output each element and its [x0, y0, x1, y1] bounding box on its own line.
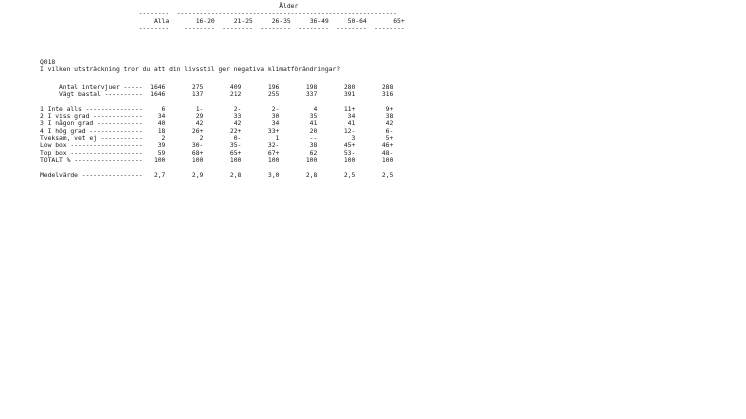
cell-value: 41 — [279, 119, 318, 128]
cell-value: 100 — [317, 155, 356, 164]
cell-value: 42 — [203, 119, 242, 128]
data-table: Antal intervjuer ----- 1646 275 409 196 198 280 288 Vägt bastal ---------- 1646 137 212 255 337 391 316 1 Inte alls --------------- 6 1- 2- 2- 4 11+ 9+ 2 I viss grad ------------- 34 29 33 30 35 34 38 3 I någon grad ------------ 40 42 42 34 41 41 42 4 I hög grad -------------- 18 26+ 22+ 33+ 20 12- 6- Tveksam, vet ej ----------- 2 2 0- 1 -- 3 5+ Low box ------------------- 39 30- 35- 32- 38 45+ 46+ Top box ------------------- 59 68+ 65+ 67+ 62 53- 48- TOTALT % ------------------ 100 100 100 100 100 100 100 Medelvärde ---------------- 2,7 2,9 2,8 3,0 2,8 2,5 2,5 — [40, 83, 394, 179]
cell-value: 34 — [241, 119, 280, 128]
cell-value: -- — [279, 134, 318, 143]
row-label: Low box — [40, 141, 71, 150]
cell-value: 33 — [203, 112, 242, 121]
cell-value: 212 — [203, 90, 242, 99]
cell-value: 3 — [317, 134, 356, 143]
cell-value: 4 — [279, 104, 318, 113]
cell-value: 2,8 — [279, 170, 318, 179]
cell-value: 2,9 — [165, 170, 204, 179]
cell-value: 34 — [317, 112, 356, 121]
cell-value: 100 — [241, 155, 280, 164]
cell-value: 100 — [203, 155, 242, 164]
cell-value: 26+ — [165, 126, 204, 135]
cell-value: 1- — [165, 104, 204, 113]
column-header: 36-49 — [290, 16, 329, 25]
cell-value: 2,5 — [317, 170, 356, 179]
cell-value: 137 — [165, 90, 204, 99]
cell-value: 6 — [142, 104, 166, 113]
row-label: 1 Inte alls — [40, 104, 86, 113]
row-label: Antal intervjuer — [40, 83, 124, 91]
cell-value: 391 — [317, 90, 356, 99]
cell-value: 34 — [142, 112, 166, 121]
header-rule-top: -------- ---------------------------------------------------------- — [40, 9, 397, 18]
cell-value: 35 — [279, 112, 318, 121]
cell-value: 2- — [241, 104, 280, 113]
row-label: Medelvärde — [40, 170, 82, 179]
cell-value: 2,5 — [355, 170, 394, 179]
cell-value: 337 — [279, 90, 318, 99]
cell-value: 288 — [355, 83, 394, 91]
column-header: 16-20 — [176, 16, 215, 25]
column-header: Alla — [138, 16, 170, 25]
cell-value: 316 — [355, 90, 394, 99]
question-text: I vilken utsträckning tror du att din livsstil ger negativa klimatförändringar? — [40, 65, 341, 74]
cell-value: 45+ — [317, 141, 356, 150]
cell-value: 42 — [355, 119, 394, 128]
cell-value: 20 — [279, 126, 318, 135]
cell-value: 30- — [165, 141, 204, 150]
table-header — [40, 3, 405, 32]
cell-value: 275 — [165, 83, 204, 91]
cell-value: 65+ — [203, 148, 242, 157]
cell-value: 39 — [142, 141, 166, 150]
cell-value: 5+ — [355, 134, 394, 143]
header-rule-bottom: -------- -------- -------- -------- -------- -------- -------- — [40, 23, 405, 32]
cell-value: 100 — [355, 155, 394, 164]
cell-value: 198 — [279, 83, 318, 91]
cell-value: 2,7 — [142, 170, 166, 179]
cell-value: 9+ — [355, 104, 394, 113]
cell-value: 22+ — [203, 126, 242, 135]
row-label: 4 I hög grad — [40, 126, 90, 135]
row-label: 2 I viss grad — [40, 112, 94, 121]
cell-value: 255 — [241, 90, 280, 99]
cell-value: 30 — [241, 112, 280, 121]
cell-value: 46+ — [355, 141, 394, 150]
row-label: 3 I någon grad — [40, 119, 97, 128]
row-label: Vägt bastal — [40, 90, 105, 99]
column-header: 50-64 — [328, 16, 367, 25]
cell-value: 0- — [203, 134, 242, 143]
cell-value: 100 — [279, 155, 318, 164]
cell-value: 59 — [142, 148, 166, 157]
cell-value: 2 — [165, 134, 204, 143]
cell-value: 18 — [142, 126, 166, 135]
cell-value: 53- — [317, 148, 356, 157]
cell-value: 12- — [317, 126, 356, 135]
cell-value: 409 — [203, 83, 242, 91]
group-label: Ålder — [176, 2, 405, 10]
cell-value: 2,8 — [203, 170, 242, 179]
column-header: 26-35 — [252, 16, 291, 25]
cell-value: 67+ — [241, 148, 280, 157]
cell-value: 11+ — [317, 104, 356, 113]
cell-value: 42 — [165, 119, 204, 128]
cell-value: 100 — [165, 155, 204, 164]
cell-value: 1646 — [142, 90, 166, 99]
cell-value: 1 — [241, 134, 280, 143]
cell-value: 38 — [355, 112, 394, 121]
column-header: 65+ — [366, 16, 405, 25]
cell-value: 48- — [355, 148, 394, 157]
cell-value: 68+ — [165, 148, 204, 157]
row-label: Top box — [40, 148, 71, 157]
cell-value: 29 — [165, 112, 204, 121]
cell-value: 6- — [355, 126, 394, 135]
cell-value: 2 — [142, 134, 166, 143]
question-block — [40, 59, 340, 74]
row-label: Tveksam, vet ej — [40, 134, 101, 143]
cell-value: 38 — [279, 141, 318, 150]
cell-value: 41 — [317, 119, 356, 128]
cell-value: 35- — [203, 141, 242, 150]
column-header: 21-25 — [214, 16, 253, 25]
question-id: Q018 — [40, 58, 56, 66]
cell-value: 40 — [142, 119, 166, 128]
cell-value: 33+ — [241, 126, 280, 135]
cell-value: 196 — [241, 83, 280, 91]
cell-value: 1646 — [142, 83, 166, 91]
row-label: TOTALT % — [40, 155, 75, 164]
cell-value: 280 — [317, 83, 356, 91]
cell-value: 100 — [142, 155, 166, 164]
cell-value: 32- — [241, 141, 280, 150]
cell-value: 62 — [279, 148, 318, 157]
cell-value: 2- — [203, 104, 242, 113]
cell-value: 3,0 — [241, 170, 280, 179]
